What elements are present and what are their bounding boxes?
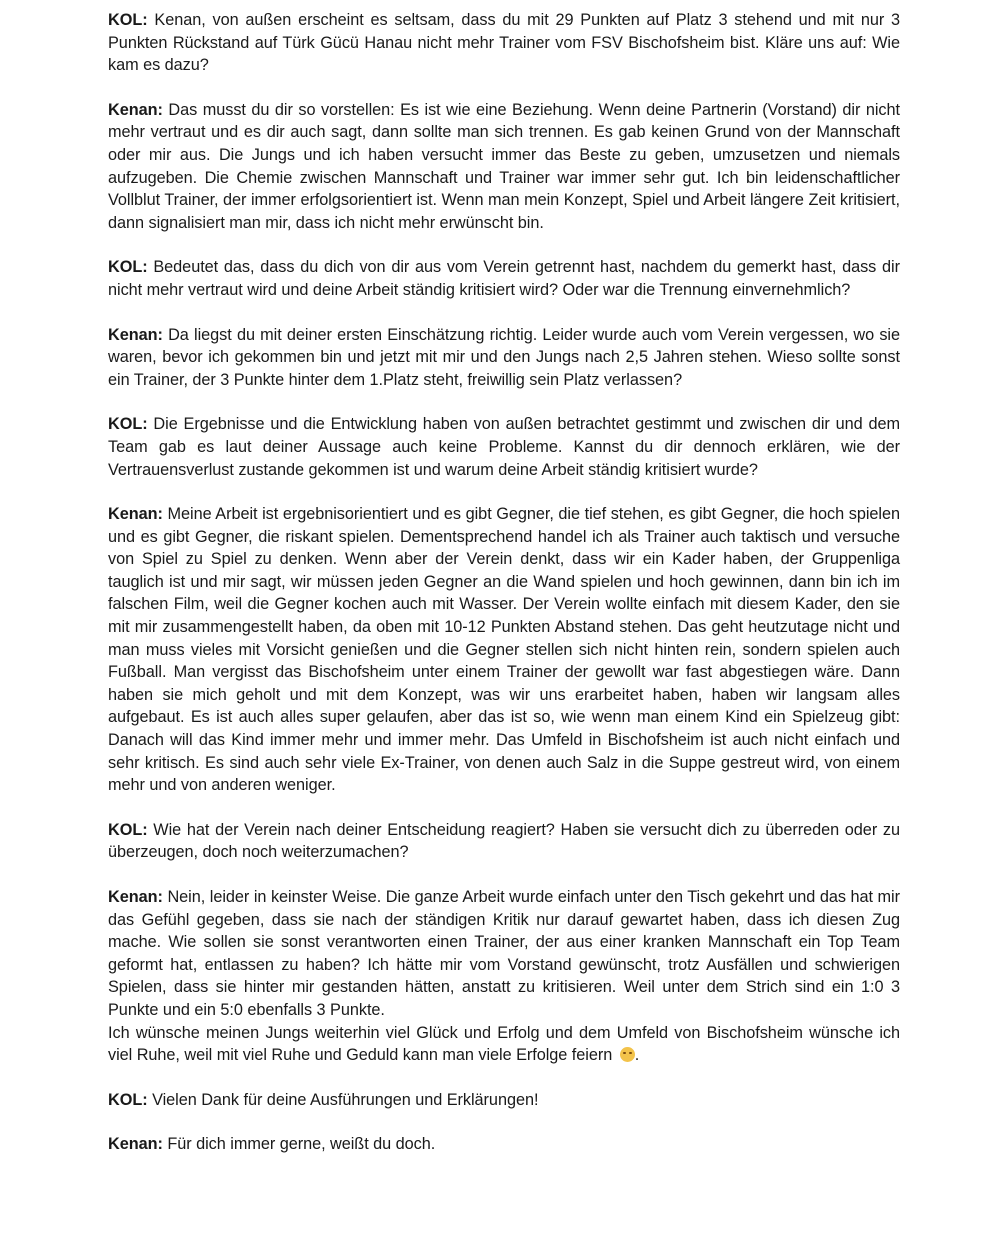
speaker-label: Kenan: (108, 100, 163, 119)
question-text: Kenan, von außen erscheint es seltsam, dass du mit 29 Punkten auf Platz 3 stehend und mit nur 3 Punkten Rückstand auf Türk Gücü Hanau nicht mehr Trainer vom FSV Bischofsheim bist. Kläre uns auf: Wie kam es dazu? (108, 11, 900, 75)
answer-3 (108, 503, 900, 797)
answer-4 (108, 886, 900, 1067)
question-1 (108, 9, 900, 77)
speaker-label: KOL: (108, 258, 148, 277)
answer-5 (108, 1133, 900, 1156)
question-text: Bedeutet das, dass du dich von dir aus vom Verein getrennt hast, nachdem du gemerkt hast, dass dir nicht mehr vertraut wird und deine Arbeit ständig kritisiert wird? Oder war die Trennung einvernehmlich? (108, 258, 900, 299)
question-2 (108, 256, 900, 301)
speaker-label: KOL: (108, 11, 148, 29)
speaker-label: KOL: (108, 1090, 148, 1109)
speaker-label: KOL: (108, 820, 148, 839)
question-text: Vielen Dank für deine Ausführungen und Erklärungen! (147, 1090, 539, 1109)
speaker-label: Kenan: (108, 1135, 163, 1154)
speaker-label: Kenan: (108, 505, 163, 524)
question-text: Wie hat der Verein nach deiner Entscheidung reagiert? Haben sie versucht dich zu überreden oder zu überzeugen, doch noch weiterzumachen? (108, 820, 900, 862)
answer-2 (108, 324, 900, 392)
wink-face-emoji-icon (620, 1047, 635, 1062)
answer-text: Für dich immer gerne, weißt du doch. (162, 1135, 436, 1154)
answer-closing-period: . (634, 1046, 640, 1065)
answer-text: Nein, leider in keinster Weise. Die ganze Arbeit wurde einfach unter den Tisch gekehrt und das hat mir das Gefühl gegeben, dass sie nach der ständigen Kritik nur darauf gewartet haben, dass ich diesen Zug mache. Wie sollen sie sonst verantworten einen Trainer, der aus einer kranken Mannschaft ein Top Team geformt hat, entlassen zu haben? Ich hätte mir vom Vorstand gewünscht, trotz Ausfällen und schwierigen Spielen, dass sie hinter mir gestanden hätten, anstatt zu kritisieren. Weil unter dem Strich sind ein 1:0 3 Punkte und ein 5:0 ebenfalls 3 Punkte. (108, 888, 900, 1019)
answer-1 (108, 99, 900, 235)
question-5 (108, 1089, 900, 1112)
speaker-label: KOL: (108, 415, 148, 434)
answer-text: Da liegst du mit deiner ersten Einschätzung richtig. Leider wurde auch vom Verein vergessen, wo sie waren, bevor ich gekommen bin und jetzt mit mir und den Jungs nach 2,5 Jahren stehen. Wieso sollte sonst ein Trainer, der 3 Punkte hinter dem 1.Platz steht, freiwillig sein Platz verlassen? (108, 325, 900, 389)
answer-text: Das musst du dir so vorstellen: Es ist wie eine Beziehung. Wenn deine Partnerin (Vorstand) dir nicht mehr vertraut und es dir auch sagt, dann sollte man sich trennen. Es gab keinen Grund von der Mannschaft oder mir aus. Die Jungs und ich haben versucht immer das Beste zu geben, umzusetzen und niemals aufzugeben. Die Chemie zwischen Mannschaft und Trainer war immer sehr gut. Ich bin leidenschaftlicher Vollblut Trainer, der immer erfolgsorientiert ist. Wenn man mein Konzept, Spiel und Arbeit längere Zeit kritisiert, dann signalisiert man mir, dass ich nicht mehr erwünscht bin. (108, 100, 900, 232)
answer-text: Meine Arbeit ist ergebnisorientiert und es gibt Gegner, die tief stehen, es gibt Gegner, die hoch spielen und es gibt Gegner, die riskant spielen. Dementsprechend handel ich als Trainer auch taktisch und versuche von Spiel zu Spiel zu denken. Wenn aber der Verein denkt, dass wir ein Kader haben, der Gruppenliga tauglich ist und mir sagt, wir müssen jeden Gegner an die Wand spielen und hoch gewinnen, dann bin ich im falschen Film, weil die Gegner kochen auch mit Wasser. Der Verein wollte einfach mit diesem Kader, den sie mit mir zusammengestellt haben, da oben mit 10-12 Punkten Abstand stehen. Das geht heutzutage nicht und man muss vieles mit Vorsicht genießen und die Gegner stellen sich nicht hinten rein, sondern spielen auch Fußball. Man vergisst das Bischofsheim unter einem Trainer der gewollt war fast abgestiegen wäre. Dann haben sie mich geholt und mit dem Konzept, was wir uns erarbeitet haben, haben wir langsam alles aufgebaut. Es ist auch alles super gelaufen, aber das ist so, wie wenn man einem Kind ein Spielzeug gibt: Danach will das Kind immer mehr und immer mehr. Das Umfeld in Bischofsheim ist auch nicht einfach und sehr kritisch. Es sind auch sehr viele Ex-Trainer, von denen auch Salz in die Suppe gestreut wird, von einem mehr und von anderen weniger. (108, 505, 900, 795)
question-4 (108, 819, 900, 864)
answer-closing-text: Ich wünsche meinen Jungs weiterhin viel Glück und Erfolg und dem Umfeld von Bischofsheim wünsche ich viel Ruhe, weil mit viel Ruhe und Geduld kann man viele Erfolge feiern (108, 1023, 900, 1065)
speaker-label: Kenan: (108, 888, 163, 906)
speaker-label: Kenan: (108, 325, 163, 344)
question-text: Die Ergebnisse und die Entwicklung haben von außen betrachtet gestimmt und zwischen dir und dem Team gab es laut deiner Aussage auch keine Probleme. Kannst du dir dennoch erklären, wie der Vertrauensverlust zustande gekommen ist und warum deine Arbeit ständig kritisiert wurde? (108, 415, 900, 479)
question-3 (108, 413, 900, 481)
